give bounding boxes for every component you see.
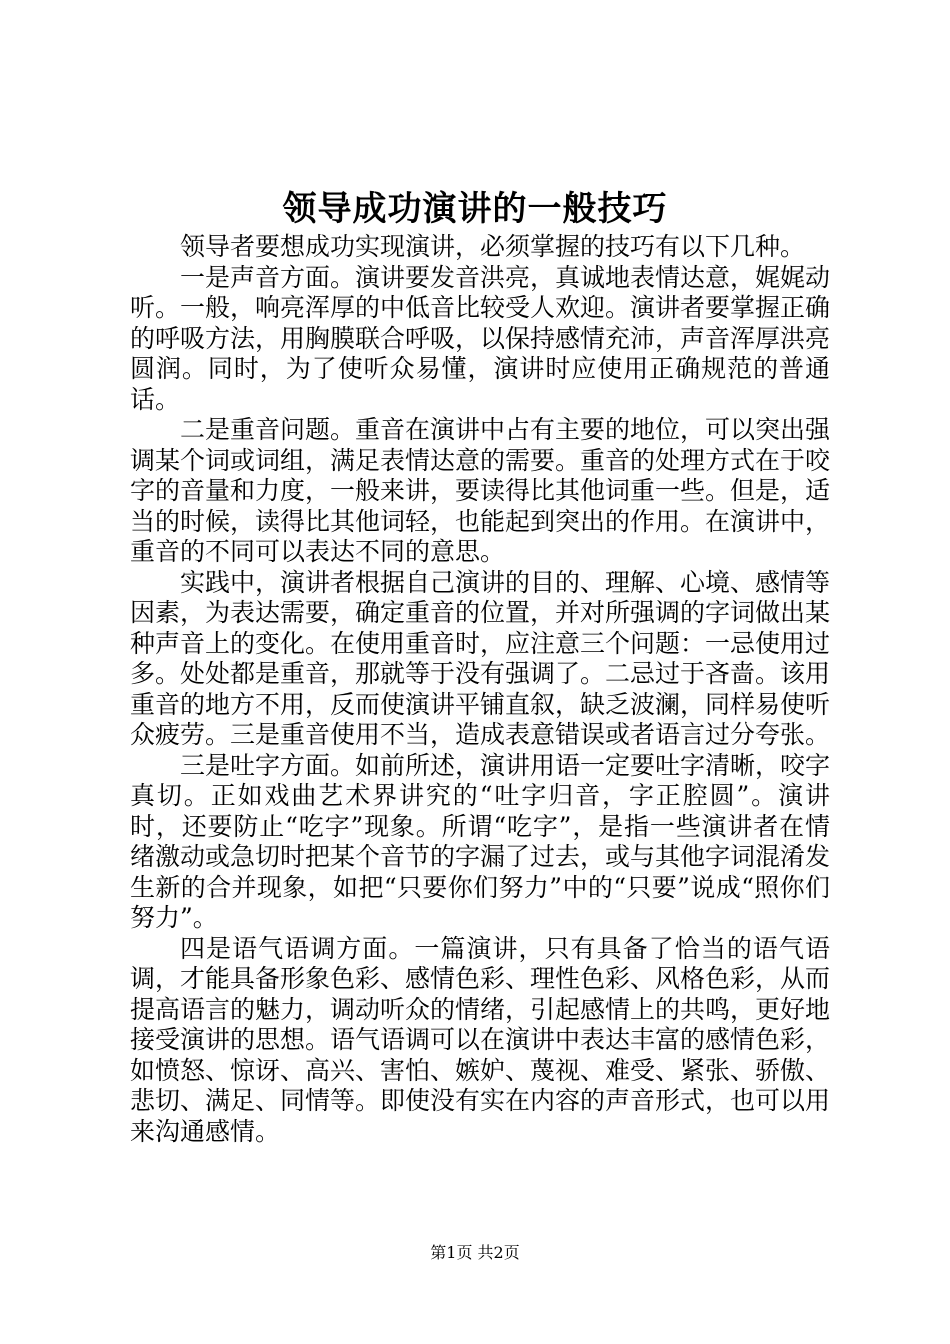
paragraph-stress-practice: 实践中，演讲者根据自己演讲的目的、理解、心境、感情等因素，为表达需要，确定重音的位置，并对所强调的字词做出某种声音上的变化。在使用重音时，应注意三个问题：一忌使用过多。处处都是重音，那就等于没有强调了。二忌过于吝啬。该用重音的地方不用，反而使演讲平铺直叙，缺乏波澜，同样易使听众疲劳。三是重音使用不当，造成表意错误或者语言过分夸张。 [130, 567, 831, 749]
paragraph-voice: 一是声音方面。演讲要发音洪亮，真诚地表情达意，娓娓动听。一般，响亮浑厚的中低音比较受人欢迎。演讲者要掌握正确的呼吸方法，用胸膜联合呼吸，以保持感情充沛，声音浑厚洪亮圆润。同时，为了使听众易懂，演讲时应使用正确规范的普通话。 [130, 262, 831, 414]
document-body [130, 232, 830, 1147]
page-title: 领导成功演讲的一般技巧 [282, 189, 668, 229]
page-footer: 第1页 共2页 [430, 1243, 520, 1262]
paragraph-tone: 四是语气语调方面。一篇演讲，只有具备了恰当的语气语调，才能具备形象色彩、感情色彩、理性色彩、风格色彩，从而提高语言的魅力，调动听众的情绪，引起感情上的共鸣，更好地接受演讲的思想。语气语调可以在演讲中表达丰富的感情色彩，如愤怒、惊讶、高兴、害怕、嫉妒、蔑视、难受、紧张、骄傲、悲切、满足、同情等。即使没有实在内容的声音形式，也可以用来沟通感情。 [130, 933, 831, 1146]
paragraph-intro: 领导者要想成功实现演讲，必须掌握的技巧有以下几种。 [180, 232, 806, 261]
paragraph-stress: 二是重音问题。重音在演讲中占有主要的地位，可以突出强调某个词或词组，满足表情达意的需要。重音的处理方式在于咬字的音量和力度，一般来讲，要读得比其他词重一些。但是，适当的时候，读得比其他词轻，也能起到突出的作用。在演讲中，重音的不同可以表达不同的意思。 [130, 415, 831, 566]
paragraph-articulation: 三是吐字方面。如前所述，演讲用语一定要吐字清晰，咬字真切。正如戏曲艺术界讲究的“吐字归音，字正腔圆”。演讲时，还要防止“吃字”现象。所谓“吃字”，是指一些演讲者在情绪激动或急切时把某个音节的字漏了过去，或与其他字词混淆发生新的合并现象，如把“只要你们努力”中的“只要”说成“照你们努力”。 [130, 750, 831, 932]
